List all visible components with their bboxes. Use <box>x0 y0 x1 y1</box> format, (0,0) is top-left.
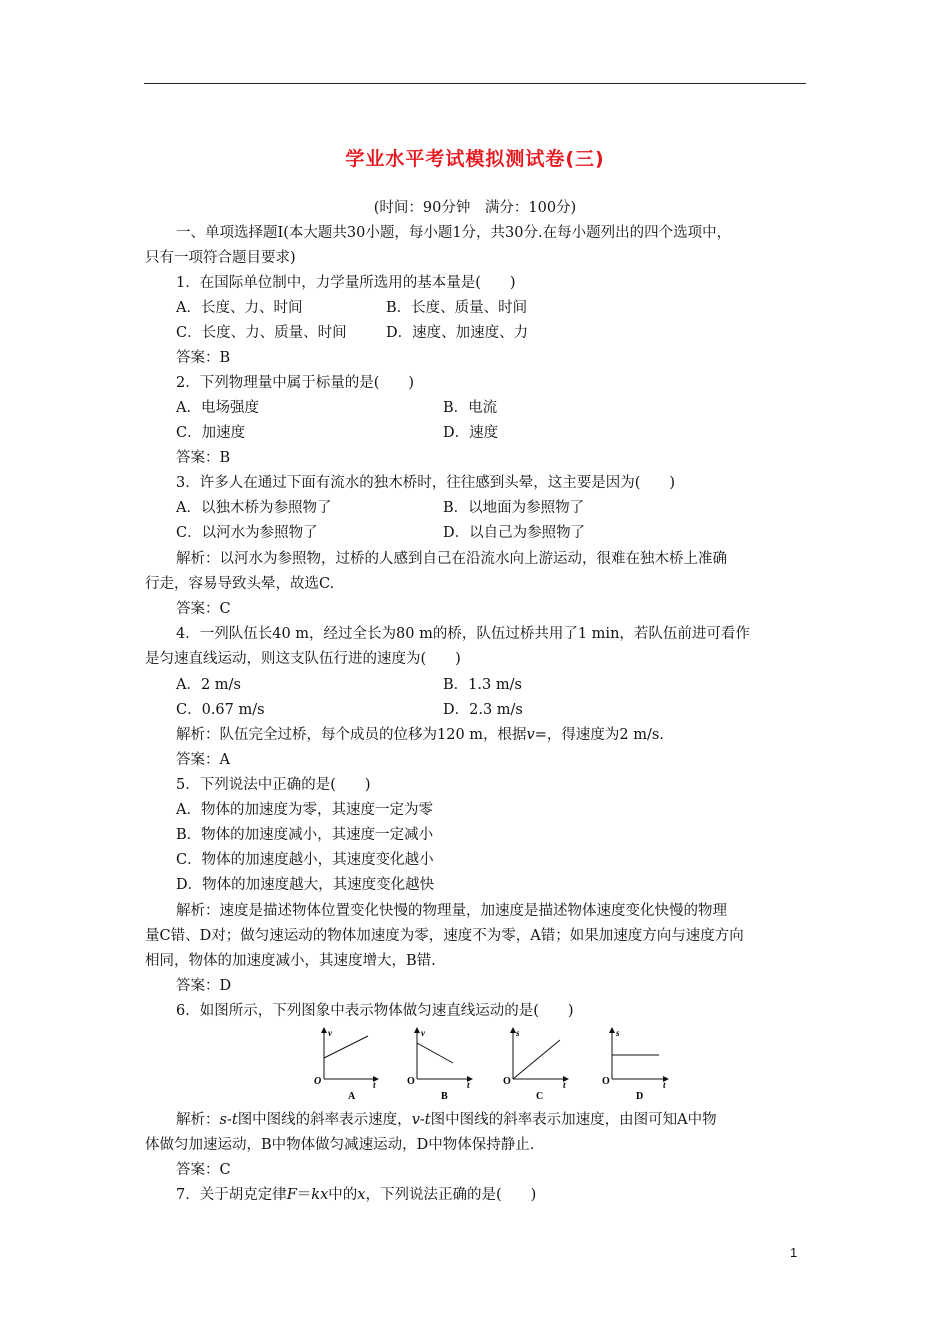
q6-analysis-c: 图中图线的斜率表示加速度，由图可知A中物 <box>430 1112 717 1128</box>
graph-d-caption: D <box>636 1091 644 1102</box>
q3-analysis-line1: 解析：以河水为参照物，过桥的人感到自己在沿流水向上游运动，很难在独木桥上准确 <box>176 551 727 567</box>
q6-analysis-line1: 解析：s-t图中图线的斜率表示速度，v-t图中图线的斜率表示加速度，由图可知A中物 <box>176 1112 717 1128</box>
header-rule <box>144 83 806 84</box>
q5-analysis-line2: 量C错、D对；做匀速运动的物体加速度为零，速度不为零，A错；如果加速度方向与速度方向 <box>145 928 744 944</box>
q1-stem: 1．在国际单位制中，力学量所选用的基本量是( ) <box>176 275 516 291</box>
graph-a <box>314 1028 378 1102</box>
graph-d-origin: O <box>602 1076 610 1087</box>
graph-b-line <box>417 1043 453 1063</box>
q4-option-b: B．1.3 m/s <box>443 677 522 693</box>
q4-stem-line1: 4．一列队伍长40 m，经过全长为80 m的桥，队伍过桥共用了1 min，若队伍前进可看作 <box>176 626 750 642</box>
q4-analysis-pre: 解析：队伍完全过桥，每个成员的位移为120 m，根据 <box>176 727 527 743</box>
q3-option-a: A．以独木桥为参照物了 <box>176 500 332 516</box>
q5-option-b: B．物体的加速度减小，其速度一定减小 <box>176 827 434 843</box>
q5-option-d: D．物体的加速度越大，其速度变化越快 <box>176 877 435 893</box>
graph-c-caption: C <box>536 1091 544 1102</box>
page-title: 学业水平考试模拟测试卷(三) <box>345 148 605 170</box>
q1-option-d: D．速度、加速度、力 <box>386 325 529 341</box>
graph-b-y-label: v <box>421 1028 425 1038</box>
q6-analysis-s: s <box>219 1112 227 1128</box>
q3-option-c: C．以河水为参照物了 <box>176 525 318 541</box>
graph-a-origin: O <box>314 1076 322 1087</box>
q1-option-b: B．长度、质量、时间 <box>386 300 528 316</box>
q5-analysis-line3: 相同，物体的加速度减小，其速度增大，B错. <box>145 953 436 969</box>
graph-b-origin: O <box>407 1076 415 1087</box>
q3-analysis-line2: 行走，容易导致头晕，故选C. <box>145 576 335 592</box>
q4-analysis-post: =，得速度为2 m/s. <box>534 727 664 743</box>
graph-d-y-label: s <box>616 1028 620 1038</box>
q5-answer: 答案：D <box>176 978 232 994</box>
q5-option-c: C．物体的加速度越小，其速度变化越小 <box>176 852 434 868</box>
graph-c-y-label: s <box>516 1028 520 1038</box>
graph-c <box>503 1028 568 1102</box>
q1-answer: 答案：B <box>176 350 231 366</box>
q2-option-c: C．加速度 <box>176 425 246 441</box>
graph-c-origin: O <box>503 1076 511 1087</box>
q3-option-d: D．以自己为参照物了 <box>443 525 586 541</box>
q6-answer: 答案：C <box>176 1162 231 1178</box>
q4-option-a: A．2 m/s <box>176 677 241 693</box>
graph-d-x-label: t <box>663 1080 666 1090</box>
q4-answer: 答案：A <box>176 752 230 768</box>
q3-stem: 3．许多人在通过下面有流水的独木桥时，往往感到头晕，这主要是因为( ) <box>176 475 676 491</box>
q6-analysis-a: 解析： <box>176 1112 220 1128</box>
graph-a-y-label: v <box>328 1028 332 1038</box>
q5-stem: 5．下列说法中正确的是( ) <box>176 777 371 793</box>
q5-analysis-line1: 解析：速度是描述物体位置变化快慢的物理量，加速度是描述物体速度变化快慢的物理 <box>176 903 727 919</box>
q6-analysis-b: 图中图线的斜率表示速度， <box>237 1112 412 1128</box>
q6-analysis-line2: 体做匀加速运动，B中物体做匀减速运动，D中物体保持静止. <box>145 1137 535 1153</box>
graph-a-line <box>324 1036 368 1058</box>
exam-info: (时间：90分钟 满分：100分) <box>373 200 577 216</box>
q2-option-d: D．速度 <box>443 425 499 441</box>
q3-option-b: B．以地面为参照物了 <box>443 500 585 516</box>
graph-c-x-label: t <box>563 1080 566 1090</box>
q7-F: F <box>286 1187 297 1203</box>
q4-analysis-v: v <box>526 727 535 743</box>
graph-a-caption: A <box>348 1091 356 1102</box>
q5-option-a: A．物体的加速度为零，其速度一定为零 <box>176 802 433 818</box>
q4-analysis <box>176 725 664 745</box>
q7-eq: ＝ <box>296 1187 312 1203</box>
q6-analysis-t1: t <box>231 1112 238 1128</box>
q4-option-d: D．2.3 m/s <box>443 702 523 718</box>
q7-kx: kx <box>311 1187 329 1203</box>
q2-option-b: B．电流 <box>443 400 498 416</box>
q3-answer: 答案：C <box>176 601 231 617</box>
q4-option-c: C．0.67 m/s <box>176 702 265 718</box>
section-heading-line1: 一、单项选择题Ⅰ(本大题共30小题，每小题1分，共30分.在每小题列出的四个选项中， <box>176 225 732 241</box>
graph-c-line <box>513 1040 560 1079</box>
q7-stem-pre: 7．关于胡克定律 <box>176 1187 287 1203</box>
q6-motion-graphs <box>310 1024 680 1104</box>
q6-analysis-v: v <box>411 1112 420 1128</box>
section-heading-line2: 只有一项符合题目要求) <box>145 250 296 266</box>
q6-stem: 6．如图所示，下列图象中表示物体做匀速直线运动的是( ) <box>176 1003 574 1019</box>
q7-mid: 中的 <box>328 1187 358 1203</box>
q2-answer: 答案：B <box>176 450 231 466</box>
q4-stem-line2: 是匀速直线运动，则这支队伍行进的速度为( ) <box>145 651 461 667</box>
graph-a-x-label: t <box>373 1080 376 1090</box>
graph-b-caption: B <box>441 1091 448 1102</box>
graph-d <box>602 1028 668 1102</box>
q7-x: x <box>357 1187 366 1203</box>
q2-option-a: A．电场强度 <box>176 400 259 416</box>
q2-stem: 2．下列物理量中属于标量的是( ) <box>176 375 415 391</box>
q1-option-a: A．长度、力、时间 <box>176 300 303 316</box>
q7-stem <box>176 1185 536 1205</box>
page-number: 1 <box>790 1245 798 1260</box>
graph-b <box>407 1028 472 1102</box>
graph-b-x-label: t <box>467 1080 470 1090</box>
q6-analysis-t2: t <box>424 1112 431 1128</box>
q7-stem-post: ，下列说法正确的是( ) <box>365 1187 537 1203</box>
q1-option-c: C．长度、力、质量、时间 <box>176 325 347 341</box>
